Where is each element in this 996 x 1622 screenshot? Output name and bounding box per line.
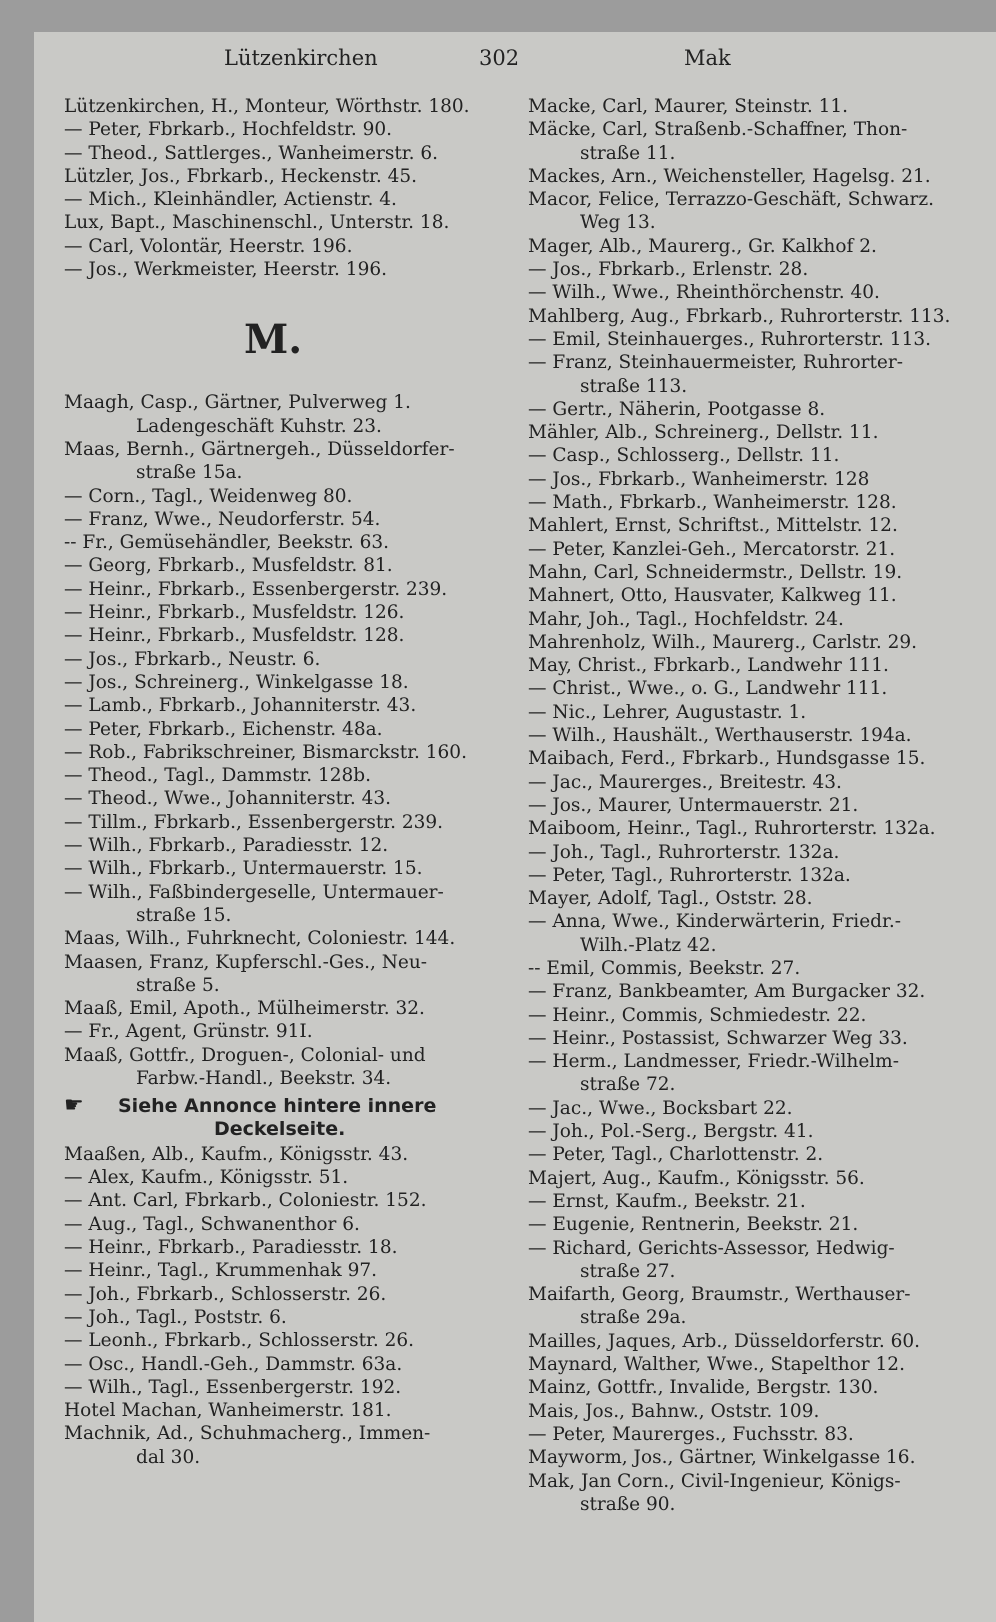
directory-entry-line: — Wilh., Wwe., Rheinthörchenstr. 40. <box>528 282 880 304</box>
directory-entry-line: — Emil, Steinhauerges., Ruhrorterstr. 113. <box>528 328 931 350</box>
directory-entry-line: — Wilh., Fbrkarb., Untermauerstr. 15. <box>64 858 423 880</box>
directory-entry-line: — Georg, Fbrkarb., Musfeldstr. 81. <box>64 555 393 577</box>
directory-entry-line: Lux, Bapt., Maschinenschl., Unterstr. 18. <box>64 212 450 234</box>
directory-entry-line: — Peter, Maurerges., Fuchsstr. 83. <box>528 1423 854 1445</box>
page-number: 302 <box>479 46 520 70</box>
directory-entry-line: — Anna, Wwe., Kinderwärterin, Friedr.- <box>528 911 901 933</box>
directory-entry-line: Weg 13. <box>580 212 656 234</box>
section-letter: M. <box>244 316 303 364</box>
directory-entry-line: Maiboom, Heinr., Tagl., Ruhrorterstr. 132a. <box>528 818 936 840</box>
directory-entry-line: — Theod., Sattlerges., Wanheimerstr. 6. <box>64 142 439 164</box>
directory-entry-line: Mähler, Alb., Schreinerg., Dellstr. 11. <box>528 422 879 444</box>
directory-entry-line: Mahr, Joh., Tagl., Hochfeldstr. 24. <box>528 608 844 630</box>
pointing-hand-icon: ☛ <box>64 1094 84 1118</box>
directory-entry-line: — Jos., Werkmeister, Heerstr. 196. <box>64 259 388 281</box>
directory-entry-line: — Peter, Kanzlei-Geh., Mercatorstr. 21. <box>528 538 896 560</box>
directory-entry-line: Majert, Aug., Kaufm., Königsstr. 56. <box>528 1167 865 1189</box>
directory-entry-line: Maas, Wilh., Fuhrknecht, Coloniestr. 144. <box>64 928 456 950</box>
directory-entry-line: Mais, Jos., Bahnw., Oststr. 109. <box>528 1400 820 1422</box>
directory-entry-line: — Eugenie, Rentnerin, Beekstr. 21. <box>528 1214 859 1236</box>
directory-entry-line: — Wilh., Fbrkarb., Paradiesstr. 12. <box>64 835 389 857</box>
directory-entry-line: — Heinr., Fbrkarb., Essenbergerstr. 239. <box>64 578 448 600</box>
left-middle-entries <box>64 391 514 1090</box>
directory-entry-line: straße 11. <box>580 142 676 164</box>
directory-entry-line: — Theod., Tagl., Dammstr. 128b. <box>64 765 372 787</box>
left-column <box>64 95 514 1469</box>
directory-entry-line: — Tillm., Fbrkarb., Essenbergerstr. 239. <box>64 811 444 833</box>
directory-entry-line: — Heinr., Fbrkarb., Paradiesstr. 18. <box>64 1237 398 1259</box>
directory-entry-line: May, Christ., Fbrkarb., Landwehr 111. <box>528 655 889 677</box>
directory-entry-line: Mahlberg, Aug., Fbrkarb., Ruhrorterstr. 113. <box>528 305 951 327</box>
directory-entry-line: straße 113. <box>580 375 688 397</box>
header-left-keyword: Lützenkirchen <box>224 46 378 70</box>
directory-entry-line: dal 30. <box>136 1446 201 1468</box>
directory-entry-line: Lützler, Jos., Fbrkarb., Heckenstr. 45. <box>64 165 418 187</box>
directory-entry-line: — Joh., Fbrkarb., Schlosserstr. 26. <box>64 1283 387 1305</box>
directory-entry-line: Mahrenholz, Wilh., Maurerg., Carlstr. 29. <box>528 631 918 653</box>
header-right-keyword: Mak <box>684 46 731 70</box>
directory-entry-line: straße 27. <box>580 1260 676 1282</box>
directory-entry-line: Lützenkirchen, H., Monteur, Wörthstr. 180. <box>64 96 470 117</box>
directory-entry-line: — Peter, Fbrkarb., Hochfeldstr. 90. <box>64 119 393 141</box>
directory-entry-line: — Peter, Tagl., Ruhrorterstr. 132a. <box>528 864 851 886</box>
directory-entry-line: Mager, Alb., Maurerg., Gr. Kalkhof 2. <box>528 235 877 257</box>
directory-entry-line: straße 15a. <box>136 462 243 484</box>
directory-entry-line: — Fr., Agent, Grünstr. 91I. <box>64 1021 313 1043</box>
directory-entry-line: Mayer, Adolf, Tagl., Oststr. 28. <box>528 888 813 910</box>
directory-entry-line: — Christ., Wwe., o. G., Landwehr 111. <box>528 678 888 700</box>
directory-entry-line: Maasen, Franz, Kupferschl.-Ges., Neu- <box>64 951 428 973</box>
directory-entry-line: — Gertr., Näherin, Pootgasse 8. <box>528 398 826 420</box>
right-entries <box>528 95 966 1516</box>
directory-entry-line: — Peter, Tagl., Charlottenstr. 2. <box>528 1144 824 1166</box>
directory-entry-line: Mackes, Arn., Weichensteller, Hagelsg. 21. <box>528 165 931 187</box>
directory-entry-line: — Mich., Kleinhändler, Actienstr. 4. <box>64 189 397 211</box>
directory-entry-line: — Jos., Fbrkarb., Neustr. 6. <box>64 648 321 670</box>
directory-page <box>34 32 996 1622</box>
directory-entry-line: Macke, Carl, Maurer, Steinstr. 11. <box>528 96 849 117</box>
directory-entry-line: — Casp., Schlosserg., Dellstr. 11. <box>528 445 840 467</box>
right-column <box>528 95 966 1516</box>
directory-entry-line: Maaßen, Alb., Kaufm., Königsstr. 43. <box>64 1143 409 1165</box>
directory-entry-line: -- Emil, Commis, Beekstr. 27. <box>528 957 801 979</box>
directory-entry-line: — Rob., Fabrikschreiner, Bismarckstr. 160. <box>64 741 467 763</box>
directory-entry-line: — Franz, Wwe., Neudorferstr. 54. <box>64 508 381 530</box>
annonce-line-1: Siehe Annonce hintere innere <box>118 1095 437 1118</box>
directory-entry-line: Mainz, Gottfr., Invalide, Bergstr. 130. <box>528 1377 879 1399</box>
directory-entry-line: — Jac., Maurerges., Breitestr. 43. <box>528 771 842 793</box>
directory-entry-line: Mahnert, Otto, Hausvater, Kalkweg 11. <box>528 585 897 607</box>
directory-entry-line: Maas, Bernh., Gärtnergeh., Düsseldorfer- <box>64 438 455 460</box>
directory-entry-line: Maifarth, Georg, Braumstr., Werthauser- <box>528 1284 911 1306</box>
annonce-line-2: Deckelseite. <box>214 1117 346 1140</box>
directory-entry-line: straße 15. <box>136 904 232 926</box>
page-header <box>34 46 996 86</box>
directory-entry-line: — Jos., Fbrkarb., Erlenstr. 28. <box>528 259 809 281</box>
directory-entry-line: Hotel Machan, Wanheimerstr. 181. <box>64 1400 392 1422</box>
directory-entry-line: Wilh.-Platz 42. <box>580 934 717 956</box>
directory-entry-line: Maibach, Ferd., Fbrkarb., Hundsgasse 15. <box>528 748 926 770</box>
directory-entry-line: Mailles, Jaques, Arb., Düsseldorferstr. 60. <box>528 1330 921 1352</box>
directory-entry-line: — Jos., Fbrkarb., Wanheimerstr. 128 <box>528 468 870 490</box>
directory-entry-line: — Wilh., Faßbindergeselle, Untermauer- <box>64 881 444 903</box>
directory-entry-line: — Heinr., Commis, Schmiedestr. 22. <box>528 1004 867 1026</box>
directory-entry-line: Farbw.-Handl., Beekstr. 34. <box>136 1067 392 1089</box>
directory-entry-line: Mahn, Carl, Schneidermstr., Dellstr. 19. <box>528 561 903 583</box>
directory-entry-line: — Jac., Wwe., Bocksbart 22. <box>528 1097 793 1119</box>
directory-entry-line: straße 72. <box>580 1074 676 1096</box>
directory-entry-line: -- Fr., Gemüsehändler, Beekstr. 63. <box>64 532 390 554</box>
directory-entry-line: — Leonh., Fbrkarb., Schlosserstr. 26. <box>64 1330 415 1352</box>
directory-entry-line: Machnik, Ad., Schuhmacherg., Immen- <box>64 1423 431 1445</box>
directory-entry-line: Mak, Jan Corn., Civil-Ingenieur, Königs- <box>528 1470 901 1492</box>
directory-entry-line: Mahlert, Ernst, Schriftst., Mittelstr. 12. <box>528 515 898 537</box>
directory-entry-line: — Peter, Fbrkarb., Eichenstr. 48a. <box>64 718 383 740</box>
directory-entry-line: — Alex, Kaufm., Königsstr. 51. <box>64 1167 349 1189</box>
directory-entry-line: Maagh, Casp., Gärtner, Pulverweg 1. <box>64 392 411 414</box>
directory-entry-line: Maaß, Gottfr., Droguen-, Colonial- und <box>64 1044 426 1066</box>
directory-entry-line: straße 90. <box>580 1493 676 1515</box>
directory-entry-line: — Osc., Handl.-Geh., Dammstr. 63a. <box>64 1353 403 1375</box>
directory-entry-line: — Nic., Lehrer, Augustastr. 1. <box>528 701 807 723</box>
directory-entry-line: — Aug., Tagl., Schwanenthor 6. <box>64 1213 360 1235</box>
directory-entry-line: — Herm., Landmesser, Friedr.-Wilhelm- <box>528 1051 899 1073</box>
directory-entry-line: — Heinr., Fbrkarb., Musfeldstr. 126. <box>64 602 405 624</box>
directory-entry-line: — Joh., Tagl., Ruhrorterstr. 132a. <box>528 841 840 863</box>
directory-entry-line: — Richard, Gerichts-Assessor, Hedwig- <box>528 1237 895 1259</box>
directory-entry-line: — Heinr., Tagl., Krummenhak 97. <box>64 1260 378 1282</box>
directory-entry-line: — Wilh., Haushält., Werthauserstr. 194a. <box>528 725 912 747</box>
left-bottom-entries <box>64 1143 514 1469</box>
left-top-entries <box>64 95 514 281</box>
directory-entry-line: — Wilh., Tagl., Essenbergerstr. 192. <box>64 1376 402 1398</box>
directory-entry-line: — Joh., Pol.-Serg., Bergstr. 41. <box>528 1121 814 1143</box>
directory-entry-line: — Jos., Schreinerg., Winkelgasse 18. <box>64 671 409 693</box>
directory-entry-line: — Joh., Tagl., Poststr. 6. <box>64 1306 287 1328</box>
directory-entry-line: — Heinr., Postassist, Schwarzer Weg 33. <box>528 1027 908 1049</box>
directory-entry-line: Mayworm, Jos., Gärtner, Winkelgasse 16. <box>528 1447 916 1469</box>
directory-entry-line: — Heinr., Fbrkarb., Musfeldstr. 128. <box>64 625 405 647</box>
directory-entry-line: straße 5. <box>136 974 220 996</box>
directory-entry-line: — Corn., Tagl., Weidenweg 80. <box>64 485 353 507</box>
directory-entry-line: — Carl, Volontär, Heerstr. 196. <box>64 235 353 257</box>
directory-entry-line: Ladengeschäft Kuhstr. 23. <box>136 415 382 437</box>
directory-entry-line: Macor, Felice, Terrazzo-Geschäft, Schwarz. <box>528 189 935 211</box>
directory-entry-line: — Theod., Wwe., Johanniterstr. 43. <box>64 788 392 810</box>
directory-entry-line: — Franz, Steinhauermeister, Ruhrorter- <box>528 352 903 374</box>
directory-entry-line: — Franz, Bankbeamter, Am Burgacker 32. <box>528 981 926 1003</box>
directory-entry-line: — Jos., Maurer, Untermauerstr. 21. <box>528 794 859 816</box>
directory-entry-line: straße 29a. <box>580 1307 687 1329</box>
directory-entry-line: — Ernst, Kaufm., Beekstr. 21. <box>528 1190 806 1212</box>
directory-entry-line: Maynard, Walther, Wwe., Stapelthor 12. <box>528 1354 905 1376</box>
directory-entry-line: Maaß, Emil, Apoth., Mülheimerstr. 32. <box>64 998 425 1020</box>
directory-entry-line: — Ant. Carl, Fbrkarb., Coloniestr. 152. <box>64 1190 427 1212</box>
directory-entry-line: — Math., Fbrkarb., Wanheimerstr. 128. <box>528 492 897 514</box>
directory-entry-line: — Lamb., Fbrkarb., Johanniterstr. 43. <box>64 695 417 717</box>
annonce-notice <box>64 1094 514 1141</box>
directory-entry-line: Mäcke, Carl, Straßenb.-Schaffner, Thon- <box>528 119 908 141</box>
